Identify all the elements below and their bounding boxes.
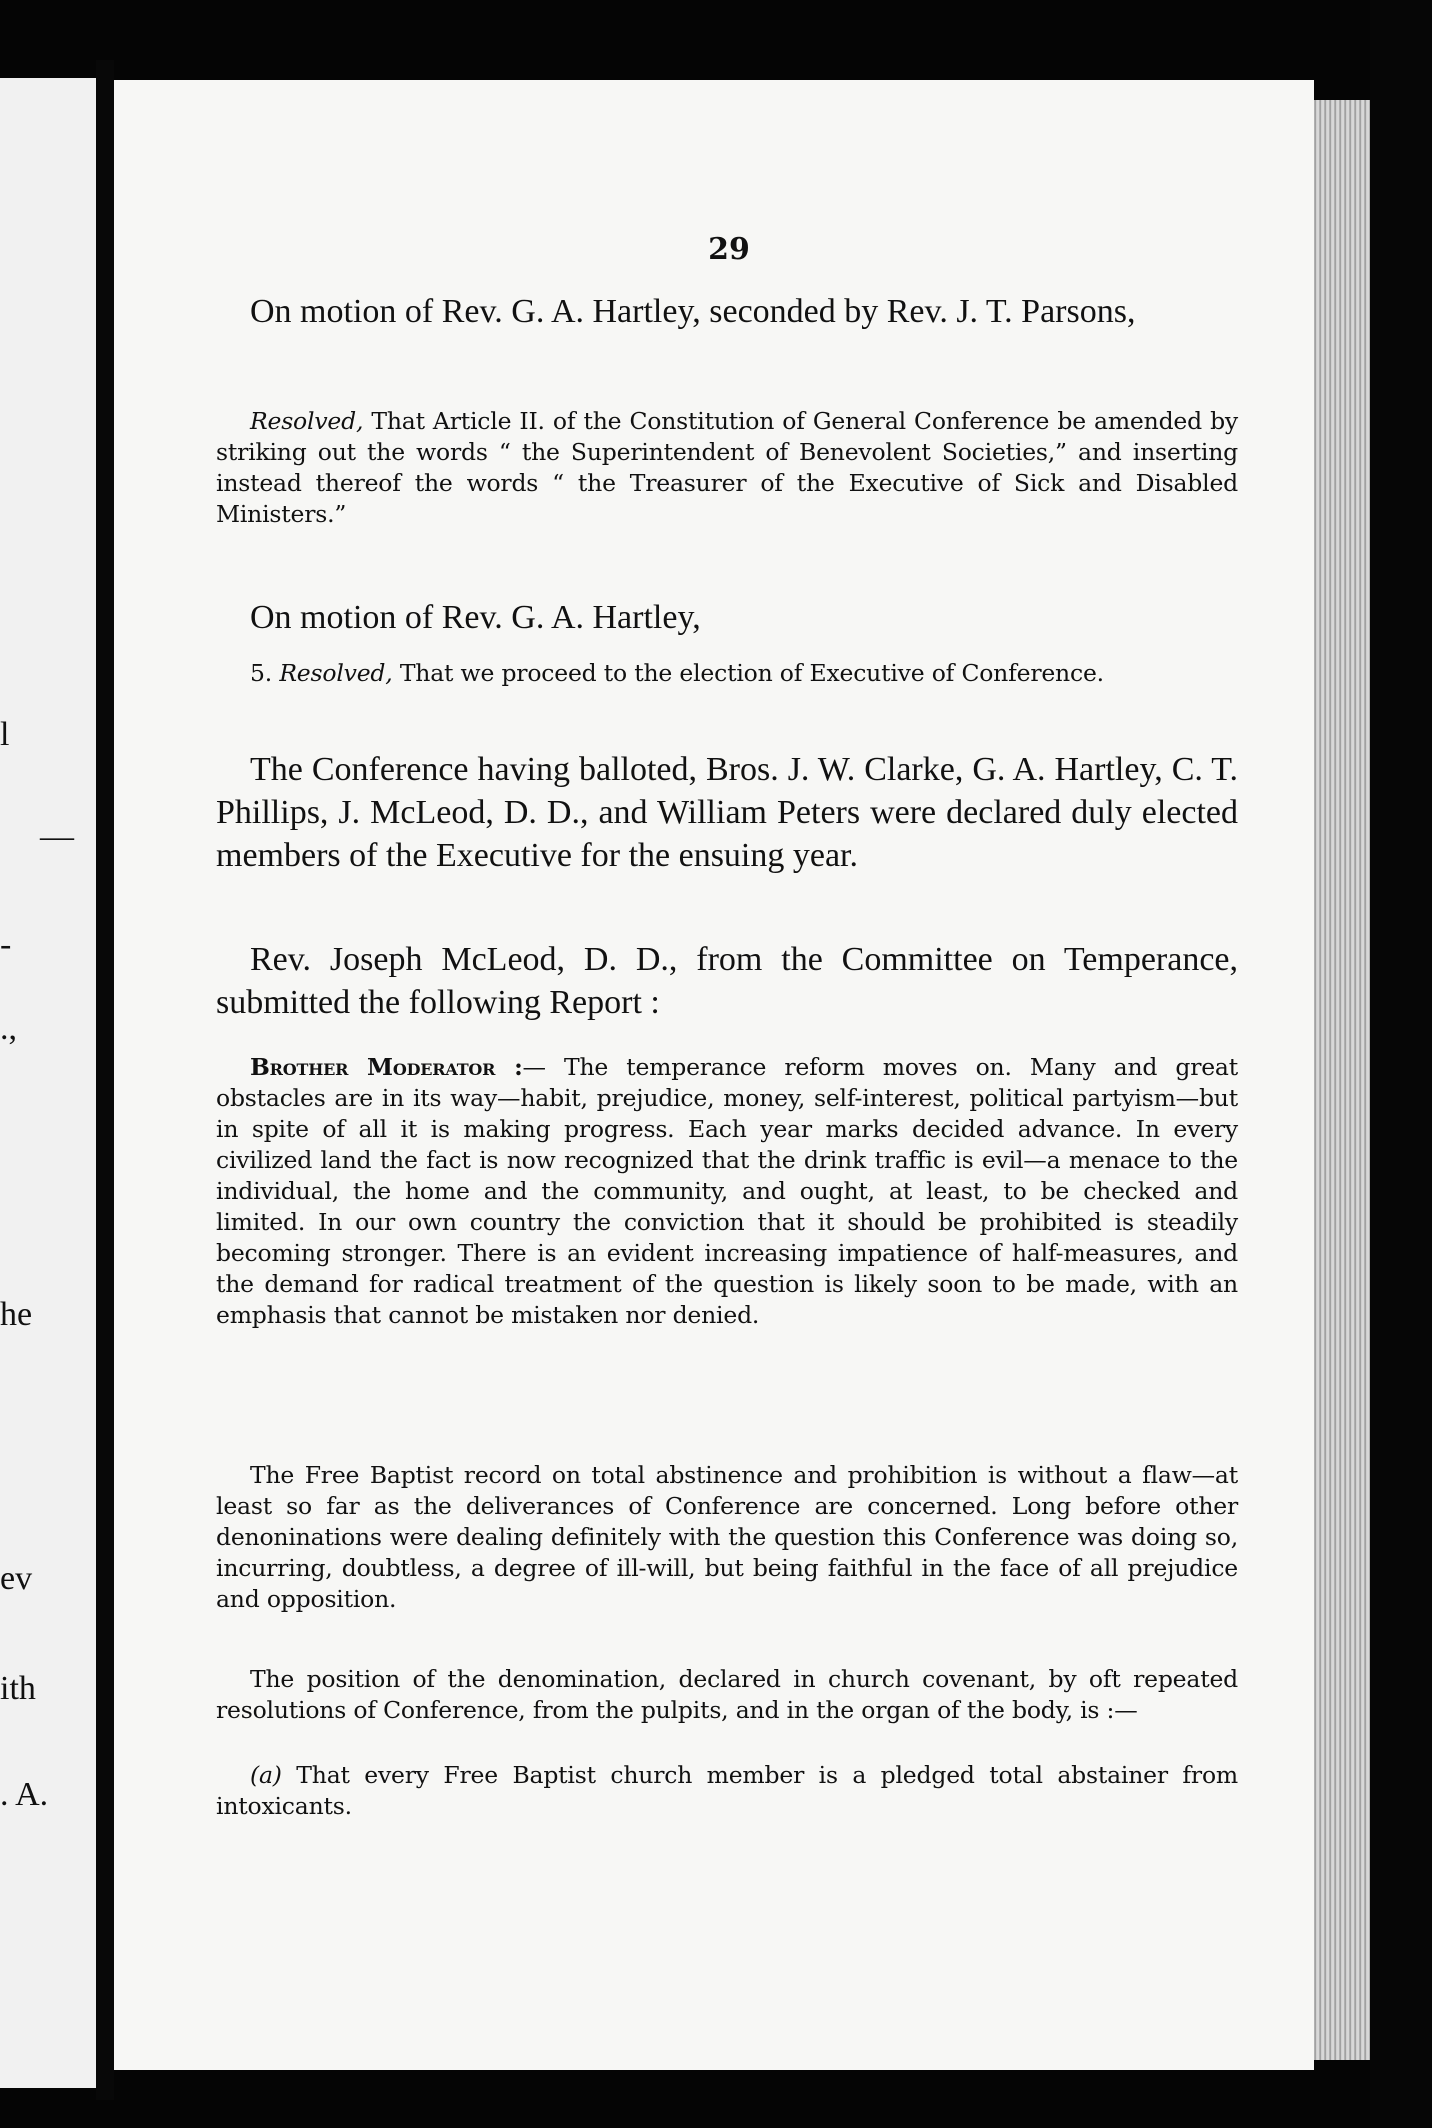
left-fragment: he bbox=[0, 1296, 33, 1333]
book-page bbox=[114, 80, 1314, 2070]
left-fragment: ., bbox=[0, 1010, 17, 1047]
previous-page-edge bbox=[0, 78, 96, 2088]
book-gutter bbox=[96, 60, 114, 2100]
election-paragraph: The Conference having balloted, Bros. J. W. Clarke, G. A. Hartley, C. T. Phillips, J. McLeod, D. D., and William Peters were declared duly elected members of the Executive for the ensuing year. bbox=[216, 751, 1238, 874]
resolution-number: 5. bbox=[250, 659, 273, 687]
report-paragraph bbox=[216, 1052, 1238, 1331]
resolved-label: Resolved, bbox=[250, 407, 364, 435]
report-text: — The temperance reform moves on. Many and great obstacles are in its way—habit, prejudice, money, self-interest, political partyism—but in spite of all it is making progress. Each year marks decided advance. In every civilized land the fact is now recognized that the drink traffic is evil—a menace to the individual, the home and the community, and ought, at least, to be checked and limited. In our own country the conviction that it should be prohibited is steadily becoming stronger. There is an evident increasing impatience of half-measures, and the demand for radical treatment of the question is likely soon to be made, with an emphasis that cannot be mistaken nor denied. bbox=[216, 1053, 1238, 1329]
report-list-item bbox=[216, 1760, 1238, 1822]
left-fragment: ev bbox=[0, 1560, 33, 1597]
left-fragment: — bbox=[40, 818, 74, 855]
list-item-label: (a) bbox=[250, 1761, 282, 1789]
resolution-text: That Article II. of the Constitution of General Conference be amended by striking out the words “ the Superintendent of Benevolent Societies,” and inserting instead thereof the words “ the Treasurer of the Executive of Sick and Disabled Ministers.” bbox=[216, 407, 1238, 528]
resolution-paragraph bbox=[216, 658, 1238, 689]
report-paragraph: The Free Baptist record on total abstinence and prohibition is without a flaw—at least so far as the deliverances of Conference are concerned. Long before other denoninations were dealing definitely with the question this Conference was doing so, incurring, doubtless, a degree of ill-will, but being faithful in the face of all prejudice and opposition. bbox=[216, 1461, 1238, 1613]
motion-paragraph: On motion of Rev. G. A. Hartley, bbox=[250, 599, 701, 636]
page-number: 29 bbox=[708, 232, 750, 267]
motion-paragraph: On motion of Rev. G. A. Hartley, seconded by Rev. J. T. Parsons, bbox=[250, 293, 1136, 330]
list-item-text: That every Free Baptist church member is a pledged total abstainer from intoxicants. bbox=[216, 1761, 1238, 1820]
resolution-text: That we proceed to the election of Executive of Conference. bbox=[399, 659, 1104, 687]
report-paragraph: The position of the denomination, declared in church covenant, by oft repeated resolutions of Conference, from the pulpits, and in the organ of the body, is :— bbox=[216, 1665, 1238, 1724]
scan-background bbox=[1370, 0, 1432, 2128]
left-fragment: l bbox=[0, 716, 10, 753]
left-fragment: ith bbox=[0, 1670, 36, 1707]
report-salutation: Brother Moderator : bbox=[250, 1053, 523, 1081]
left-fragment: - bbox=[0, 926, 12, 963]
resolution-paragraph bbox=[216, 406, 1238, 530]
left-fragment: . A. bbox=[0, 1776, 49, 1813]
resolved-label: Resolved, bbox=[279, 659, 393, 687]
committee-paragraph: Rev. Joseph McLeod, D. D., from the Committee on Temperance, submitted the following Report : bbox=[216, 941, 1238, 1021]
